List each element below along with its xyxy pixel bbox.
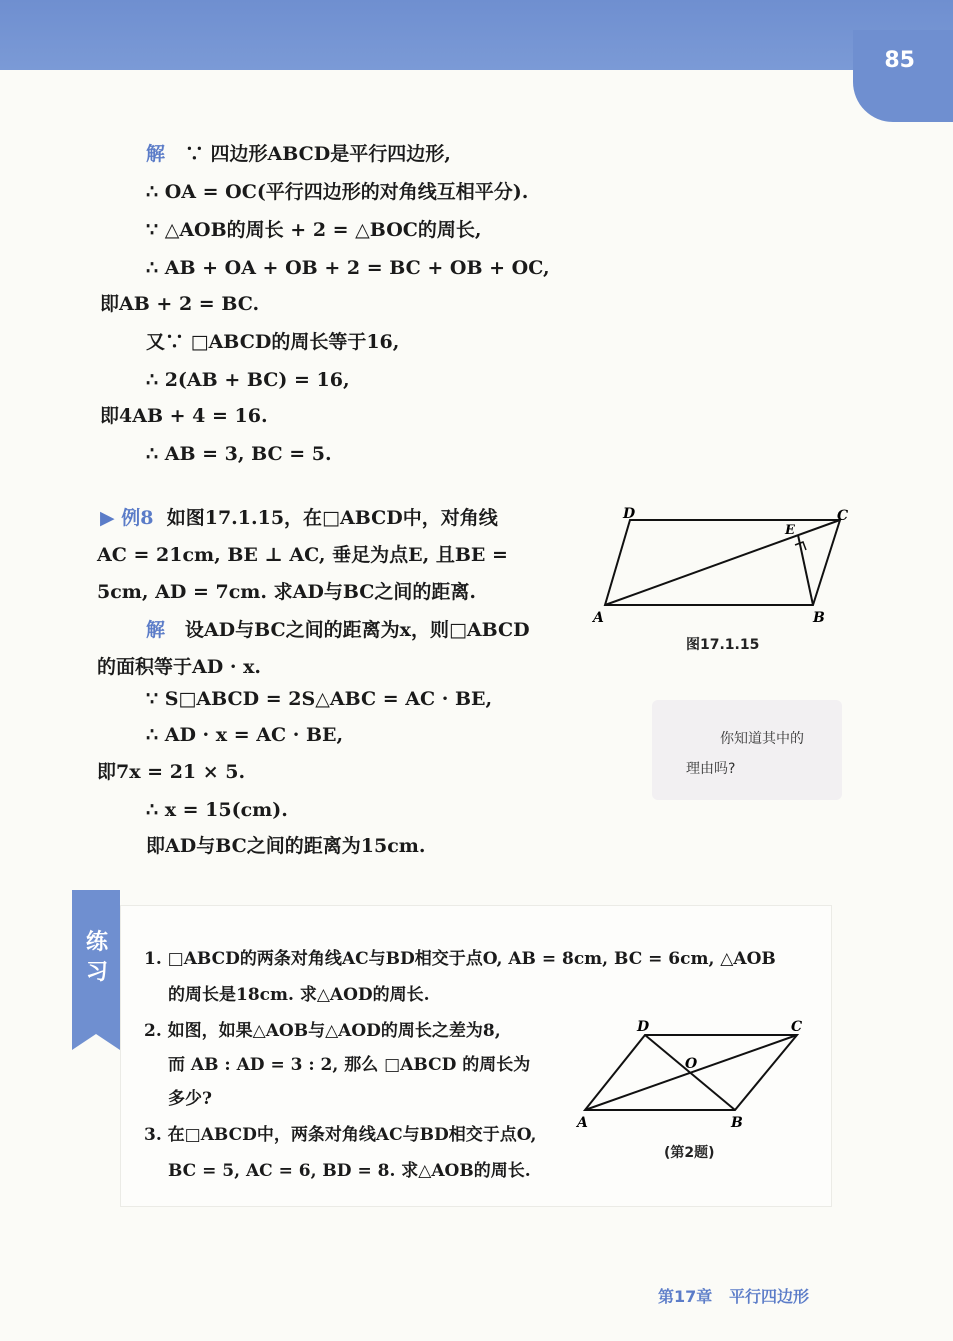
fig1-label-d: D xyxy=(623,506,636,522)
solution1-line-5: 即AB + 2 = BC. xyxy=(100,293,260,315)
fig1-label-c: C xyxy=(837,508,849,524)
example8-line-2: AC = 21cm, BE ⊥ AC, 垂足为点E, 且BE = xyxy=(97,544,508,566)
exercise-2-line-1: 2. 如图，如果△AOB与△AOD的周长之差为8, xyxy=(144,1021,501,1041)
page-number: 85 xyxy=(884,48,915,73)
sidenote-line-2: 理由吗? xyxy=(686,761,736,777)
example8-line-1: ▶ 例8 如图17.1.15，在□ABCD中，对角线 xyxy=(100,507,498,529)
exercise-tab-notch xyxy=(72,1028,120,1050)
fig2-label-c: C xyxy=(791,1019,803,1035)
exercise-tab-label: 练 习 xyxy=(85,930,108,985)
fig2-label-d: D xyxy=(637,1019,650,1035)
fig1-label-e: E xyxy=(785,523,795,538)
solution1-line-7: ∴ 2(AB + BC) = 16, xyxy=(146,369,350,391)
solution1-line-1: 解 ∵ 四边形ABCD是平行四边形, xyxy=(146,143,451,165)
exercise-3-line-1: 3. 在□ABCD中，两条对角线AC与BD相交于点O, xyxy=(144,1125,537,1145)
top-band xyxy=(0,0,953,70)
sidenote-box xyxy=(652,700,842,800)
solution1-line-9: ∴ AB = 3, BC = 5. xyxy=(146,443,332,465)
solution1-line-3: ∵ △AOB的周长 + 2 = △BOC的周长, xyxy=(146,219,482,241)
exercise-2-line-2: 而 AB : AD = 3 : 2, 那么 □ABCD 的周长为 xyxy=(168,1055,531,1075)
exercise-1-line-1: 1. □ABCD的两条对角线AC与BD相交于点O, AB = 8cm, BC = 6cm, △AOB xyxy=(144,949,776,969)
solution1-line-6: 又∵ □ABCD的周长等于16, xyxy=(146,331,400,353)
solution1-line-4: ∴ AB + OA + OB + 2 = BC + OB + OC, xyxy=(146,257,550,279)
sidenote-line-1: 你知道其中的 xyxy=(720,731,804,747)
footer xyxy=(658,1284,809,1307)
footer-title: 平行四边形 xyxy=(729,1287,810,1306)
figure-exercise-2 xyxy=(575,1015,810,1140)
solution1-line-2: ∴ OA = OC(平行四边形的对角线互相平分). xyxy=(146,181,529,203)
fig1-label-a: A xyxy=(593,610,604,626)
solution1-label: 解 xyxy=(146,143,166,165)
example8-label: 例8 xyxy=(121,507,154,529)
exercise-1-line-2: 的周长是18cm. 求△AOD的周长. xyxy=(168,985,430,1005)
exercise-3-line-2: BC = 5, AC = 6, BD = 8. 求△AOB的周长. xyxy=(168,1161,531,1181)
example8-solution-line-6: ∴ x = 15(cm). xyxy=(146,799,288,821)
example8-solution-line-1: 解 设AD与BC之间的距离为x，则□ABCD xyxy=(146,619,530,641)
solution1-line-8: 即4AB + 4 = 16. xyxy=(100,405,268,427)
example8-solution-line-5: 即7x = 21 × 5. xyxy=(97,761,246,783)
page-tab xyxy=(853,30,953,122)
example8-line-3: 5cm, AD = 7cm. 求AD与BC之间的距离. xyxy=(97,581,476,603)
exercise-2-line-3: 多少? xyxy=(168,1089,212,1109)
example8-solution-label: 解 xyxy=(146,619,166,641)
fig2-label-o: O xyxy=(685,1056,698,1072)
play-icon: ▶ xyxy=(100,507,115,529)
footer-chapter: 第17章 xyxy=(658,1287,713,1306)
figure1-caption: 图17.1.15 xyxy=(686,637,760,653)
fig1-label-b: B xyxy=(813,610,825,626)
example8-solution-line-4: ∴ AD · x = AC · BE, xyxy=(146,724,344,746)
figure2-caption: (第2题) xyxy=(664,1145,715,1161)
example8-solution-line-2: 的面积等于AD · x. xyxy=(97,656,262,678)
fig2-label-b: B xyxy=(731,1115,743,1131)
figure-17-1-15 xyxy=(585,500,855,630)
example8-solution-line-7: 即AD与BC之间的距离为15cm. xyxy=(146,835,426,857)
fig2-label-a: A xyxy=(577,1115,588,1131)
example8-solution-line-3: ∵ S□ABCD = 2S△ABC = AC · BE, xyxy=(146,688,493,710)
